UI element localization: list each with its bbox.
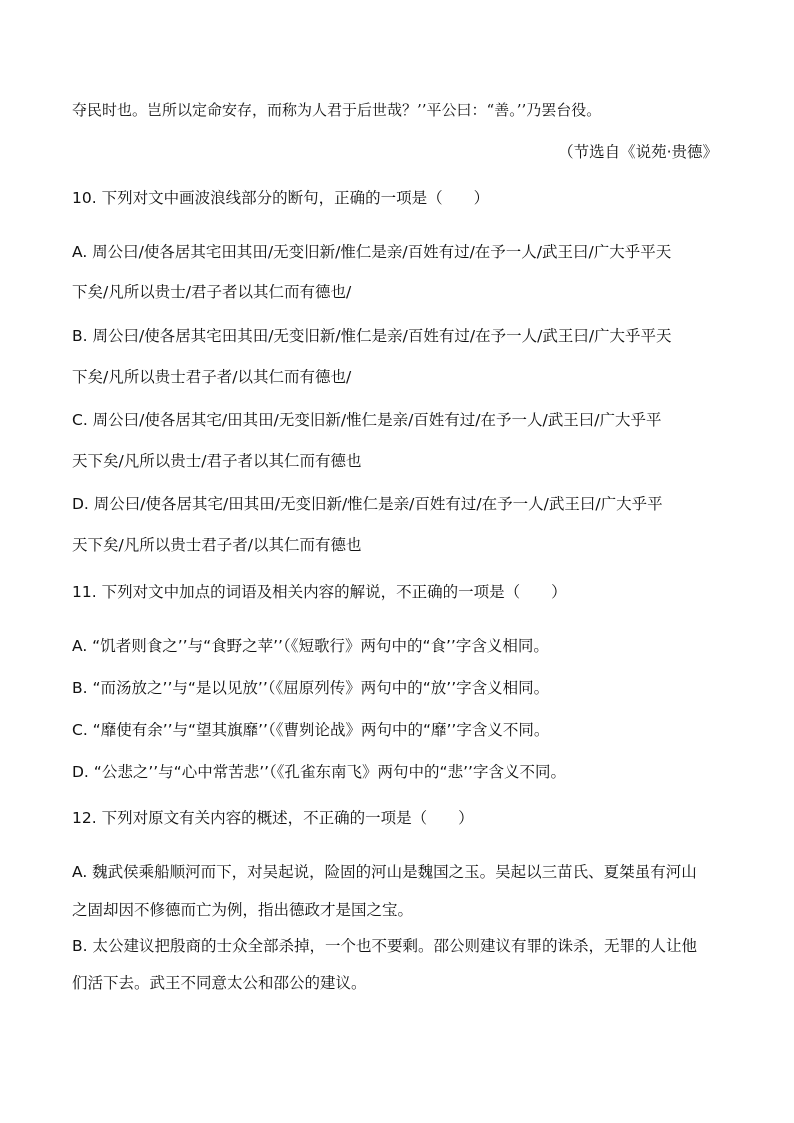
question-11-option-b: B. “而汤放之’’与“是以见放’’（《屈原列传》两句中的“放’’字含义相同。 (72, 679, 550, 697)
question-10-option-d-line-2: 天下矣/凡所以贵士君子者/以其仁而有德也 (72, 536, 362, 554)
question-10-option-c-line-1: C. 周公曰/使各居其宅/田其田/无变旧新/惟仁是亲/百姓有过/在予一人/武王曰/广大乎平 (72, 411, 662, 429)
question-12-option-b-line-1: B. 太公建议把殷商的士众全部杀掉，一个也不要剩。邵公则建议有罪的诛杀，无罪的人让他 (72, 937, 697, 955)
question-11-option-a: A. “饥者则食之’’与“食野之苹’’（《短歌行》两句中的“食’’字含义相同。 (72, 637, 549, 655)
question-10-option-a-line-2: 下矣/凡所以贵士/君子者以其仁而有德也/ (72, 283, 352, 301)
question-12-option-b-line-2: 们活下去。武王不同意太公和邵公的建议。 (72, 974, 367, 992)
question-11-option-d: D. “公悲之’’与“心中常苦悲’’（《孔雀东南飞》两句中的“悲’’字含义不同。 (72, 763, 566, 781)
question-10-stem: 10. 下列对文中画波浪线部分的断句，正确的一项是（ ） (72, 189, 490, 207)
question-10-option-d-line-1: D. 周公曰/使各居其宅/田其田/无变旧新/惟仁是亲/百姓有过/在予一人/武王曰/广大乎平 (72, 495, 663, 513)
passage-tail: 夺民时也。岂所以定命安存，而称为人君于后世哉？’’平公曰：“善。’’乃罢台役。 (72, 101, 602, 119)
question-10-option-b-line-2: 下矣/凡所以贵士君子者/以其仁而有德也/ (72, 368, 352, 386)
question-12-stem: 12. 下列对原文有关内容的概述，不正确的一项是（ ） (72, 809, 474, 827)
question-12-option-a-line-2: 之固却因不修德而亡为例，指出德政才是国之宝。 (72, 901, 414, 919)
question-11-stem: 11. 下列对文中加点的词语及相关内容的解说，不正确的一项是（ ） (72, 583, 567, 601)
passage-source: （节选自《说苑·贵德》 (558, 143, 718, 161)
question-10-option-c-line-2: 天下矣/凡所以贵士/君子者以其仁而有德也 (72, 452, 362, 470)
question-11-option-c: C. “靡使有余’’与“望其旗靡’’（《曹刿论战》两句中的“靡’’字含义不同。 (72, 721, 550, 739)
question-10-option-b-line-1: B. 周公曰/使各居其宅田其田/无变旧新/惟仁是亲/百姓有过/在予一人/武王曰/广大乎平天 (72, 327, 672, 345)
question-12-option-a-line-1: A. 魏武侯乘船顺河而下，对吴起说，险固的河山是魏国之玉。吴起以三苗氏、夏桀虽有河山 (72, 863, 697, 881)
question-10-option-a-line-1: A. 周公曰/使各居其宅田其田/无变旧新/惟仁是亲/百姓有过/在予一人/武王曰/广大乎平天 (72, 243, 672, 261)
